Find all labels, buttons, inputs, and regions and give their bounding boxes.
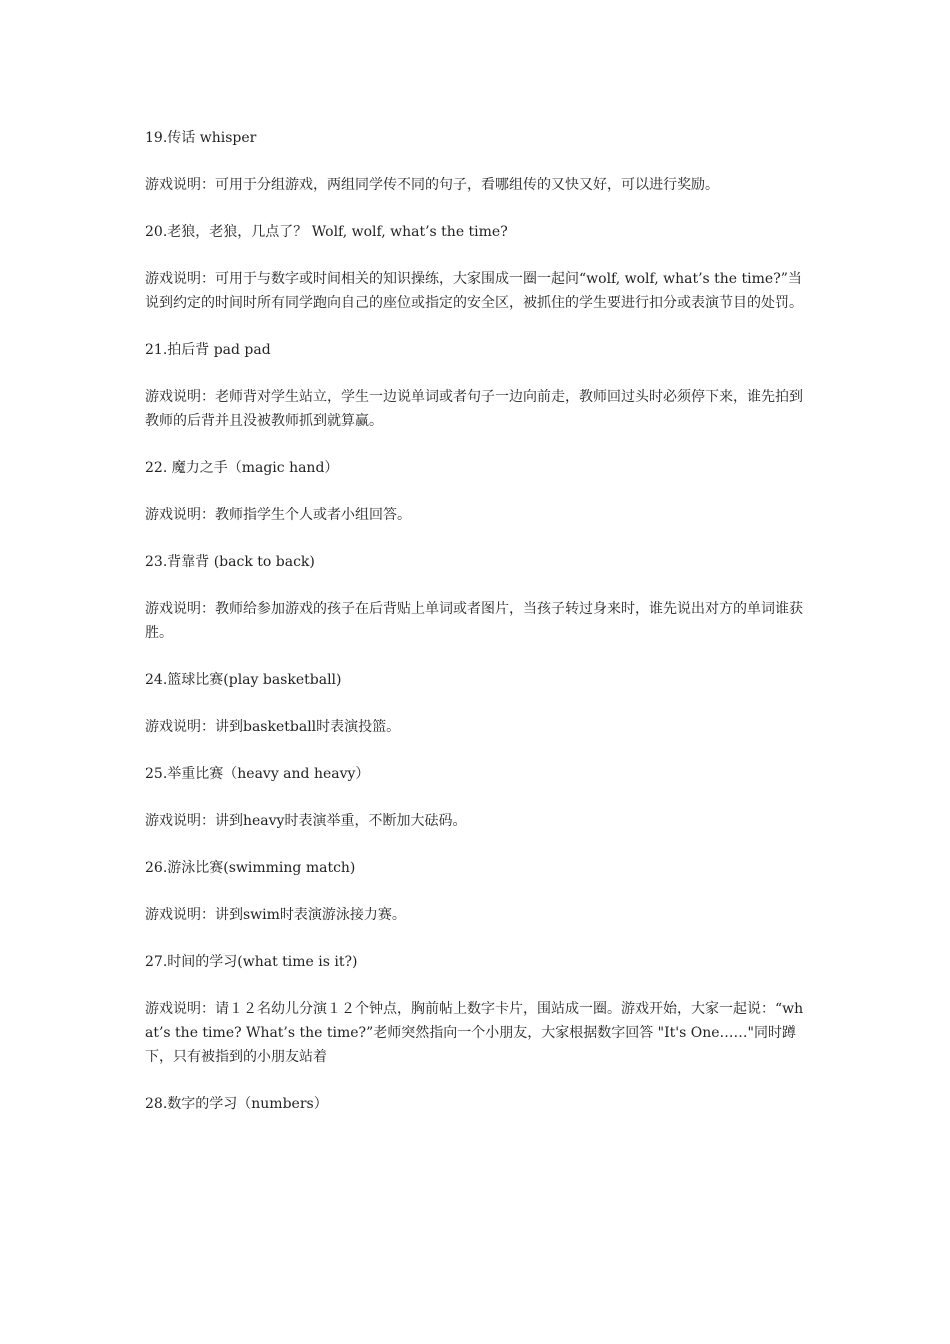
game-description-19: 游戏说明：可用于分组游戏，两组同学传不同的句子，看哪组传的又快又好，可以进行奖励。 [145, 177, 719, 193]
game-description-20: 游戏说明：可用于与数字或时间相关的知识操练，大家围成一圈一起问“wolf, wolf, what’s the time?”当说到约定的时间时所有同学跑向自己的座位或指定的安全区，被抓住的学生要进行扣分或表演节目的处罚。 [145, 271, 803, 311]
game-title-21: 21.拍后背 pad pad [145, 342, 271, 358]
game-description-26: 游戏说明：讲到swim时表演游泳接力赛。 [145, 907, 406, 923]
game-title-27: 27.时间的学习(what time is it?) [145, 954, 358, 970]
game-description-25: 游戏说明：讲到heavy时表演举重，不断加大砝码。 [145, 813, 467, 829]
game-title-25: 25.举重比赛（heavy and heavy） [145, 766, 370, 782]
game-description-22: 游戏说明：教师指学生个人或者小组回答。 [145, 507, 411, 523]
game-title-23: 23.背靠背 (back to back) [145, 554, 315, 570]
game-description-24: 游戏说明：讲到basketball时表演投篮。 [145, 719, 401, 735]
game-title-28: 28.数字的学习（numbers） [145, 1096, 328, 1112]
game-description-23: 游戏说明：教师给参加游戏的孩子在后背贴上单词或者图片，当孩子转过身来时，谁先说出对方的单词谁获胜。 [145, 601, 803, 641]
game-title-20: 20.老狼，老狼，几点了？ Wolf, wolf, what’s the time? [145, 224, 508, 240]
game-title-24: 24.篮球比赛(play basketball) [145, 672, 342, 688]
game-description-21: 游戏说明：老师背对学生站立，学生一边说单词或者句子一边向前走，教师回过头时必须停下来，谁先拍到教师的后背并且没被教师抓到就算赢。 [145, 389, 803, 429]
document-body [145, 126, 810, 1139]
game-title-19: 19.传话 whisper [145, 130, 257, 146]
game-title-26: 26.游泳比赛(swimming match) [145, 860, 356, 876]
game-title-22: 22. 魔力之手（magic hand） [145, 460, 339, 476]
game-description-27: 游戏说明：请１２名幼儿分演１２个钟点，胸前帖上数字卡片，围站成一圈。游戏开始，大家一起说：“what’s the time? What’s the time?”老师突然指向一个小朋友，大家根据数字回答 "It's One……"同时蹲下，只有被指到的小朋友站着 [145, 1001, 804, 1065]
